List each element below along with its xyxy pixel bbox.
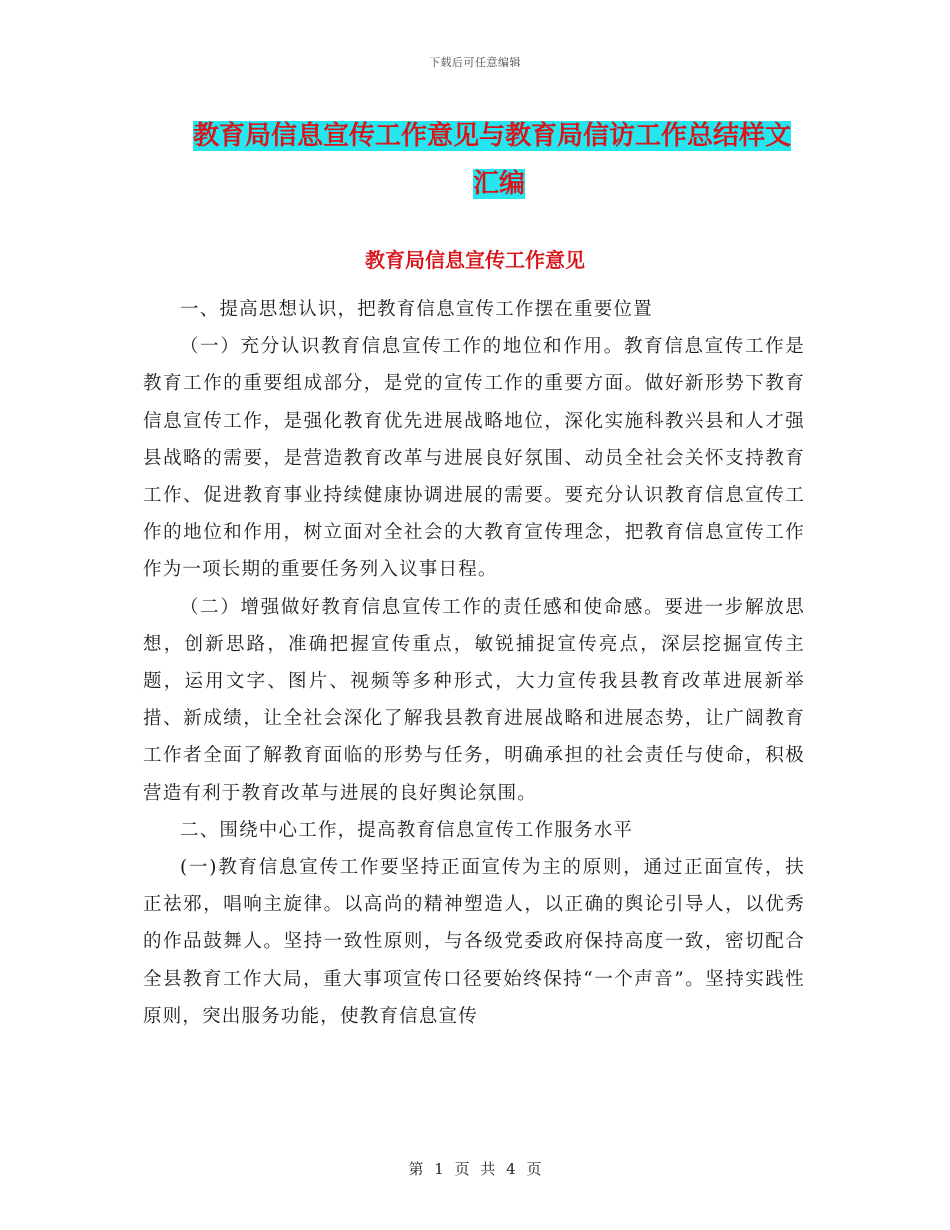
paragraph: 二、围绕中心工作，提高教育信息宣传工作服务水平 [180, 819, 634, 841]
paragraph: 一、提高思想认识，把教育信息宣传工作摆在重要位置 [180, 299, 653, 320]
document-body [143, 291, 805, 1035]
page-footer-number: 第 1 页 共 4 页 [408, 1160, 542, 1178]
paragraph: （二）增强做好教育信息宣传工作的责任感和使命感。要进一步解放思想，创新思路，准确把握宣传重点，敏锐捕捉宣传亮点，深层挖掘宣传主题，运用文字、图片、视频等多种形式，大力宣传我县教育改革进展新举措、新成绩，让全社会深化了解我县教育进展战略和进展态势，让广阔教育工作者全面了解教育面临的形势与任务，明确承担的社会责任与使命，积极营造有利于教育改革与进展的良好舆论氛围。 [143, 596, 805, 804]
section-subtitle: 教育局信息宣传工作意见 [365, 248, 585, 272]
title-line-1: 教育局信息宣传工作意见与教育局信访工作总结样文 [193, 121, 792, 151]
document-title [193, 112, 805, 208]
paragraph: (一)教育信息宣传工作要坚持正面宣传为主的原则，通过正面宣传，扶正祛邪，唱响主旋律。以高尚的精神塑造人，以正确的舆论引导人，以优秀的作品鼓舞人。坚持一致性原则，与各级党委政府保持高度一致，密切配合全县教育工作大局，重大事项宣传口径要始终保持“一个声音”。坚持实践性原则，突出服务功能，使教育信息宣传 [143, 857, 805, 1027]
title-line-2: 汇编 [472, 169, 525, 199]
page-header-note: 下载后可任意编辑 [429, 56, 521, 69]
paragraph: （一）充分认识教育信息宣传工作的地位和作用。教育信息宣传工作是教育工作的重要组成部分，是党的宣传工作的重要方面。做好新形势下教育信息宣传工作，是强化教育优先进展战略地位，深化实施科教兴县和人才强县战略的需要，是营造教育改革与进展良好氛围、动员全社会关怀支持教育工作、促进教育事业持续健康协调进展的需要。要充分认识教育信息宣传工作的地位和作用，树立面对全社会的大教育宣传理念，把教育信息宣传工作作为一项长期的重要任务列入议事日程。 [143, 336, 805, 581]
